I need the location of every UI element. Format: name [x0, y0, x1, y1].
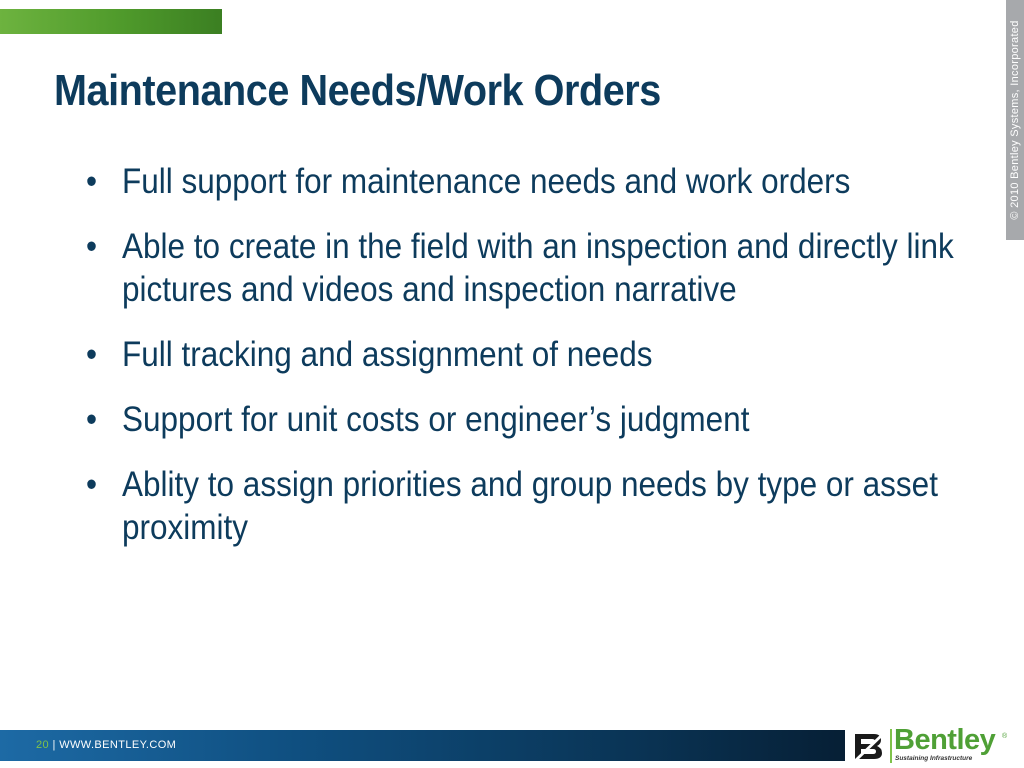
footer-band	[0, 730, 845, 761]
footer-separator: |	[49, 739, 60, 751]
bullet-item	[86, 463, 982, 549]
bullet-item	[86, 160, 982, 203]
bullet-text: Ablity to assign priorities and group needs by type or asset proximity	[122, 465, 938, 547]
logo-tagline: Sustaining Infrastructure	[895, 755, 973, 762]
logo-registered-mark: ®	[1002, 733, 1008, 740]
slide-title: Maintenance Needs/Work Orders	[54, 66, 661, 115]
bullet-item	[86, 225, 982, 311]
bentley-logo	[852, 724, 1012, 765]
copyright-text: © 2010 Bentley Systems, Incorporated	[1009, 20, 1021, 220]
footer-text	[36, 739, 176, 751]
bullet-item	[86, 398, 982, 441]
bullet-text: Full tracking and assignment of needs	[122, 335, 653, 374]
bullet-text: Full support for maintenance needs and work orders	[122, 162, 851, 201]
page-number: 20	[36, 739, 50, 751]
footer-website: WWW.BENTLEY.COM	[59, 739, 177, 751]
bullet-item	[86, 333, 982, 376]
bullet-dot: •	[86, 400, 98, 439]
bullet-dot: •	[86, 465, 98, 504]
copyright-tab	[1006, 0, 1024, 240]
bullet-dot: •	[86, 335, 98, 374]
bullet-text: Able to create in the field with an inspection and directly link pictures and videos and inspection narrative	[122, 227, 954, 309]
bullet-text: Support for unit costs or engineer’s judgment	[122, 400, 750, 439]
accent-bar	[0, 9, 222, 34]
bullet-dot: •	[86, 227, 98, 266]
bullet-dot: •	[86, 162, 98, 201]
logo-divider	[890, 729, 892, 763]
logo-wordmark: Bentley	[894, 724, 996, 756]
bullet-list	[86, 160, 954, 571]
bentley-b-icon	[852, 730, 884, 762]
